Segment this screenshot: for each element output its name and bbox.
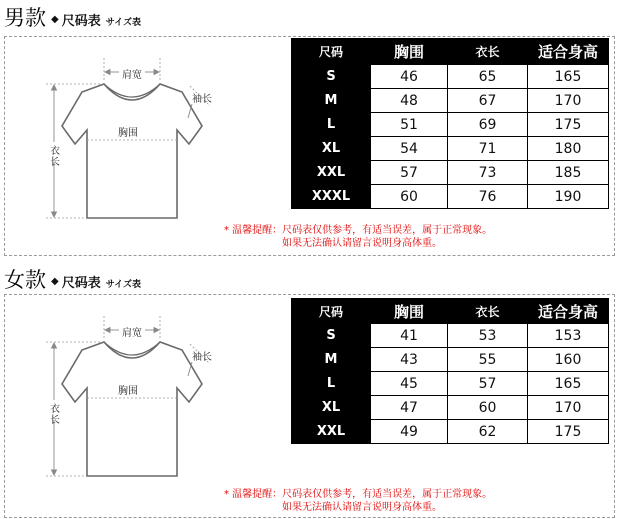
header-chest: 胸围 [371,299,448,324]
size-cell: XXL [292,420,371,444]
sleeve-label: 袖长 [192,94,212,105]
tshirt-illustration [42,306,242,496]
size-cell: XXL [292,161,371,185]
header-chest: 胸围 [371,39,448,65]
women-subtitle: 尺码表 [61,276,101,291]
women-heading [4,264,141,294]
women-size-table [291,298,609,444]
chest-cell: 54 [371,137,448,161]
chest-cell: 43 [371,348,448,372]
shoulder-label: 肩宽 [122,70,142,81]
size-cell: XXXL [292,185,371,209]
table-header-row [292,39,609,65]
size-cell: S [292,65,371,89]
size-cell: M [292,348,371,372]
length-cell: 57 [448,372,528,396]
length-cell: 62 [448,420,528,444]
chest-cell: 48 [371,89,448,113]
height-cell: 160 [528,348,609,372]
men-size-table [291,38,609,209]
chest-cell: 51 [371,113,448,137]
men-subtitle: 尺码表 [61,14,101,29]
size-cell: XL [292,137,371,161]
size-cell: L [292,113,371,137]
table-row [292,89,609,113]
women-title: 女款 [4,268,46,292]
table-row [292,137,609,161]
length-cell: 76 [448,185,528,209]
height-cell: 165 [528,65,609,89]
table-row [292,372,609,396]
length-label: 衣长 [50,404,60,426]
men-subtitle-jp: サイズ表 [105,18,141,28]
length-cell: 55 [448,348,528,372]
length-cell: 53 [448,324,528,348]
men-section [0,0,620,258]
chest-cell: 60 [371,185,448,209]
men-heading [4,2,141,32]
header-length: 衣长 [448,39,528,65]
table-row [292,348,609,372]
men-title: 男款 [4,6,46,30]
note-line-1: * 温馨提醒：尺码表仅供参考，有适当误差，属于正常现象。 [224,489,493,500]
diamond-icon: ◆ [51,276,59,287]
header-height: 适合身高 [528,39,609,65]
height-cell: 185 [528,161,609,185]
table-row [292,65,609,89]
size-cell: L [292,372,371,396]
men-note [224,224,492,250]
table-row [292,113,609,137]
note-line-2: 如果无法确认请留言说明身高体重。 [282,238,442,249]
chest-cell: 45 [371,372,448,396]
height-cell: 190 [528,185,609,209]
length-cell: 60 [448,396,528,420]
women-tshirt-diagram [42,306,242,496]
chest-cell: 49 [371,420,448,444]
height-cell: 153 [528,324,609,348]
table-row [292,396,609,420]
size-cell: M [292,89,371,113]
table-header-row [292,299,609,324]
chest-label: 胸围 [118,128,138,139]
chest-cell: 57 [371,161,448,185]
women-section [0,262,620,519]
men-tshirt-diagram [42,48,242,238]
height-cell: 175 [528,113,609,137]
chest-cell: 47 [371,396,448,420]
height-cell: 165 [528,372,609,396]
header-length: 衣长 [448,299,528,324]
shoulder-label: 肩宽 [122,328,142,339]
chest-cell: 41 [371,324,448,348]
length-cell: 71 [448,137,528,161]
note-line-1: * 温馨提醒：尺码表仅供参考，有适当误差，属于正常现象。 [224,225,493,236]
header-size: 尺码 [292,39,371,65]
women-subtitle-jp: サイズ表 [105,280,141,290]
note-line-2: 如果无法确认请留言说明身高体重。 [282,502,442,513]
sleeve-label: 袖长 [192,352,212,363]
chest-cell: 46 [371,65,448,89]
women-note [224,488,492,514]
chest-label: 胸围 [118,386,138,397]
table-row [292,161,609,185]
height-cell: 170 [528,89,609,113]
table-row [292,185,609,209]
length-cell: 69 [448,113,528,137]
table-row [292,324,609,348]
header-size: 尺码 [292,299,371,324]
height-cell: 170 [528,396,609,420]
tshirt-illustration [42,48,242,238]
length-cell: 65 [448,65,528,89]
diamond-icon: ◆ [51,14,59,25]
length-cell: 73 [448,161,528,185]
length-label: 衣长 [50,146,60,168]
length-cell: 67 [448,89,528,113]
height-cell: 180 [528,137,609,161]
table-row [292,420,609,444]
size-cell: XL [292,396,371,420]
header-height: 适合身高 [528,299,609,324]
size-cell: S [292,324,371,348]
height-cell: 175 [528,420,609,444]
